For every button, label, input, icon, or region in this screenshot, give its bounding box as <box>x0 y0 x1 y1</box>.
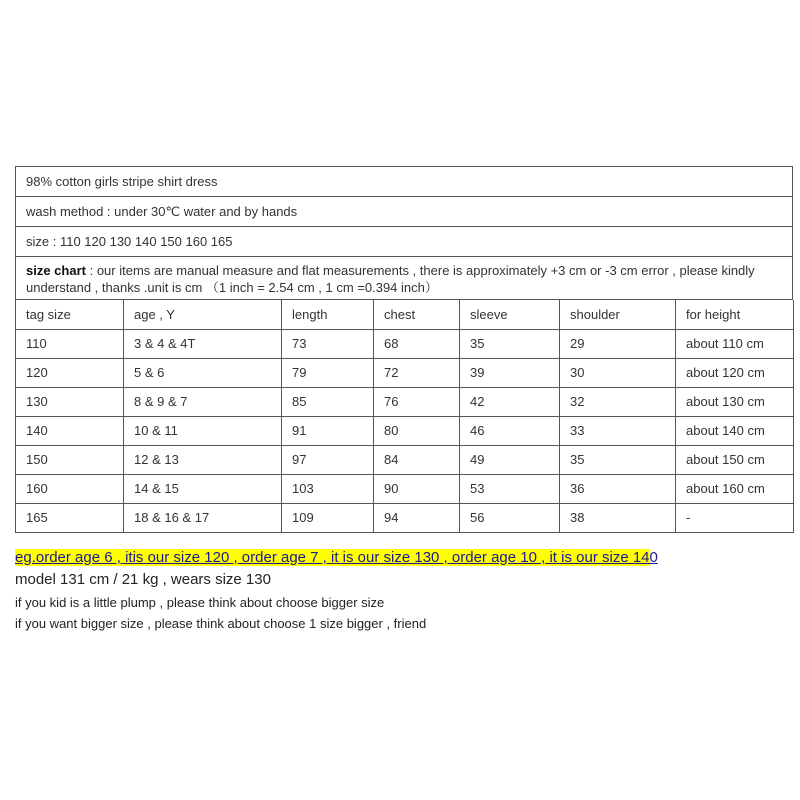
fabric-text: 98% cotton girls stripe shirt dress <box>16 167 793 197</box>
cell-age: 10 & 11 <box>124 416 282 445</box>
cell-length: 79 <box>282 358 374 387</box>
table-row <box>16 445 794 474</box>
cell-age: 8 & 9 & 7 <box>124 387 282 416</box>
cell-sleeve: 39 <box>460 358 560 387</box>
cell-tag-size: 140 <box>16 416 124 445</box>
size-chart-table <box>15 300 794 533</box>
cell-tag-size: 120 <box>16 358 124 387</box>
cell-shoulder: 35 <box>560 445 676 474</box>
cell-sleeve: 49 <box>460 445 560 474</box>
cell-tag-size: 110 <box>16 329 124 358</box>
header-age: age , Y <box>124 300 282 329</box>
cell-length: 73 <box>282 329 374 358</box>
cell-chest: 94 <box>374 503 460 532</box>
cell-for-height: about 120 cm <box>676 358 794 387</box>
size-chart-note <box>16 257 793 300</box>
cell-sleeve: 56 <box>460 503 560 532</box>
cell-for-height: about 140 cm <box>676 416 794 445</box>
cell-shoulder: 38 <box>560 503 676 532</box>
cell-tag-size: 130 <box>16 387 124 416</box>
cell-tag-size: 160 <box>16 474 124 503</box>
cell-for-height: about 160 cm <box>676 474 794 503</box>
cell-chest: 76 <box>374 387 460 416</box>
cell-shoulder: 29 <box>560 329 676 358</box>
cell-for-height: about 150 cm <box>676 445 794 474</box>
cell-shoulder: 32 <box>560 387 676 416</box>
cell-chest: 90 <box>374 474 460 503</box>
cell-tag-size: 165 <box>16 503 124 532</box>
cell-for-height: about 110 cm <box>676 329 794 358</box>
header-shoulder: shoulder <box>560 300 676 329</box>
info-row-wash <box>16 197 793 227</box>
cell-length: 85 <box>282 387 374 416</box>
info-row-sizes <box>16 227 793 257</box>
size-chart-header-row <box>16 300 794 329</box>
table-row <box>16 358 794 387</box>
wash-method-text: wash method : under 30℃ water and by hands <box>16 197 793 227</box>
cell-for-height: about 130 cm <box>676 387 794 416</box>
plump-advice-text: if you kid is a little plump , please think about choose bigger size <box>15 595 385 610</box>
table-row <box>16 329 794 358</box>
header-chest: chest <box>374 300 460 329</box>
table-row <box>16 474 794 503</box>
cell-sleeve: 42 <box>460 387 560 416</box>
cell-chest: 72 <box>374 358 460 387</box>
cell-length: 91 <box>282 416 374 445</box>
cell-for-height: - <box>676 503 794 532</box>
cell-shoulder: 33 <box>560 416 676 445</box>
size-notes-section <box>15 548 795 632</box>
cell-age: 18 & 16 & 17 <box>124 503 282 532</box>
cell-length: 109 <box>282 503 374 532</box>
size-chart-note-text: : our items are manual measure and flat measurements , there is approximately +3 cm or -3 cm error , please kindly understand , thanks .unit is cm （1 inch = 2.54 cm , 1 cm =0.394 inch） <box>26 263 755 295</box>
header-sleeve: sleeve <box>460 300 560 329</box>
table-row <box>16 387 794 416</box>
cell-age: 5 & 6 <box>124 358 282 387</box>
model-info-text: model 131 cm / 21 kg , wears size 130 <box>15 571 271 588</box>
info-row-fabric <box>16 167 793 197</box>
header-tag-size: tag size <box>16 300 124 329</box>
size-example-tail: 0 <box>649 549 658 566</box>
cell-sleeve: 53 <box>460 474 560 503</box>
cell-age: 14 & 15 <box>124 474 282 503</box>
table-row <box>16 503 794 532</box>
size-chart-label: size chart <box>26 263 86 278</box>
cell-length: 103 <box>282 474 374 503</box>
size-example-highlighted: eg.order age 6 , itis our size 120 , order age 7 , it is our size 130 , order age 10 , it is our size 14 <box>15 549 650 566</box>
header-length: length <box>282 300 374 329</box>
cell-age: 3 & 4 & 4T <box>124 329 282 358</box>
bigger-size-advice-text: if you want bigger size , please think about choose 1 size bigger , friend <box>15 616 427 631</box>
info-row-size-chart-note <box>16 257 793 300</box>
product-info-table <box>15 166 793 300</box>
cell-sleeve: 46 <box>460 416 560 445</box>
cell-chest: 68 <box>374 329 460 358</box>
size-info-section <box>15 166 793 533</box>
sizes-text: size : 110 120 130 140 150 160 165 <box>16 227 793 257</box>
cell-sleeve: 35 <box>460 329 560 358</box>
header-for-height: for height <box>676 300 794 329</box>
cell-tag-size: 150 <box>16 445 124 474</box>
cell-shoulder: 30 <box>560 358 676 387</box>
cell-shoulder: 36 <box>560 474 676 503</box>
cell-chest: 84 <box>374 445 460 474</box>
cell-chest: 80 <box>374 416 460 445</box>
table-row <box>16 416 794 445</box>
cell-age: 12 & 13 <box>124 445 282 474</box>
size-example-link[interactable] <box>15 548 795 567</box>
cell-length: 97 <box>282 445 374 474</box>
